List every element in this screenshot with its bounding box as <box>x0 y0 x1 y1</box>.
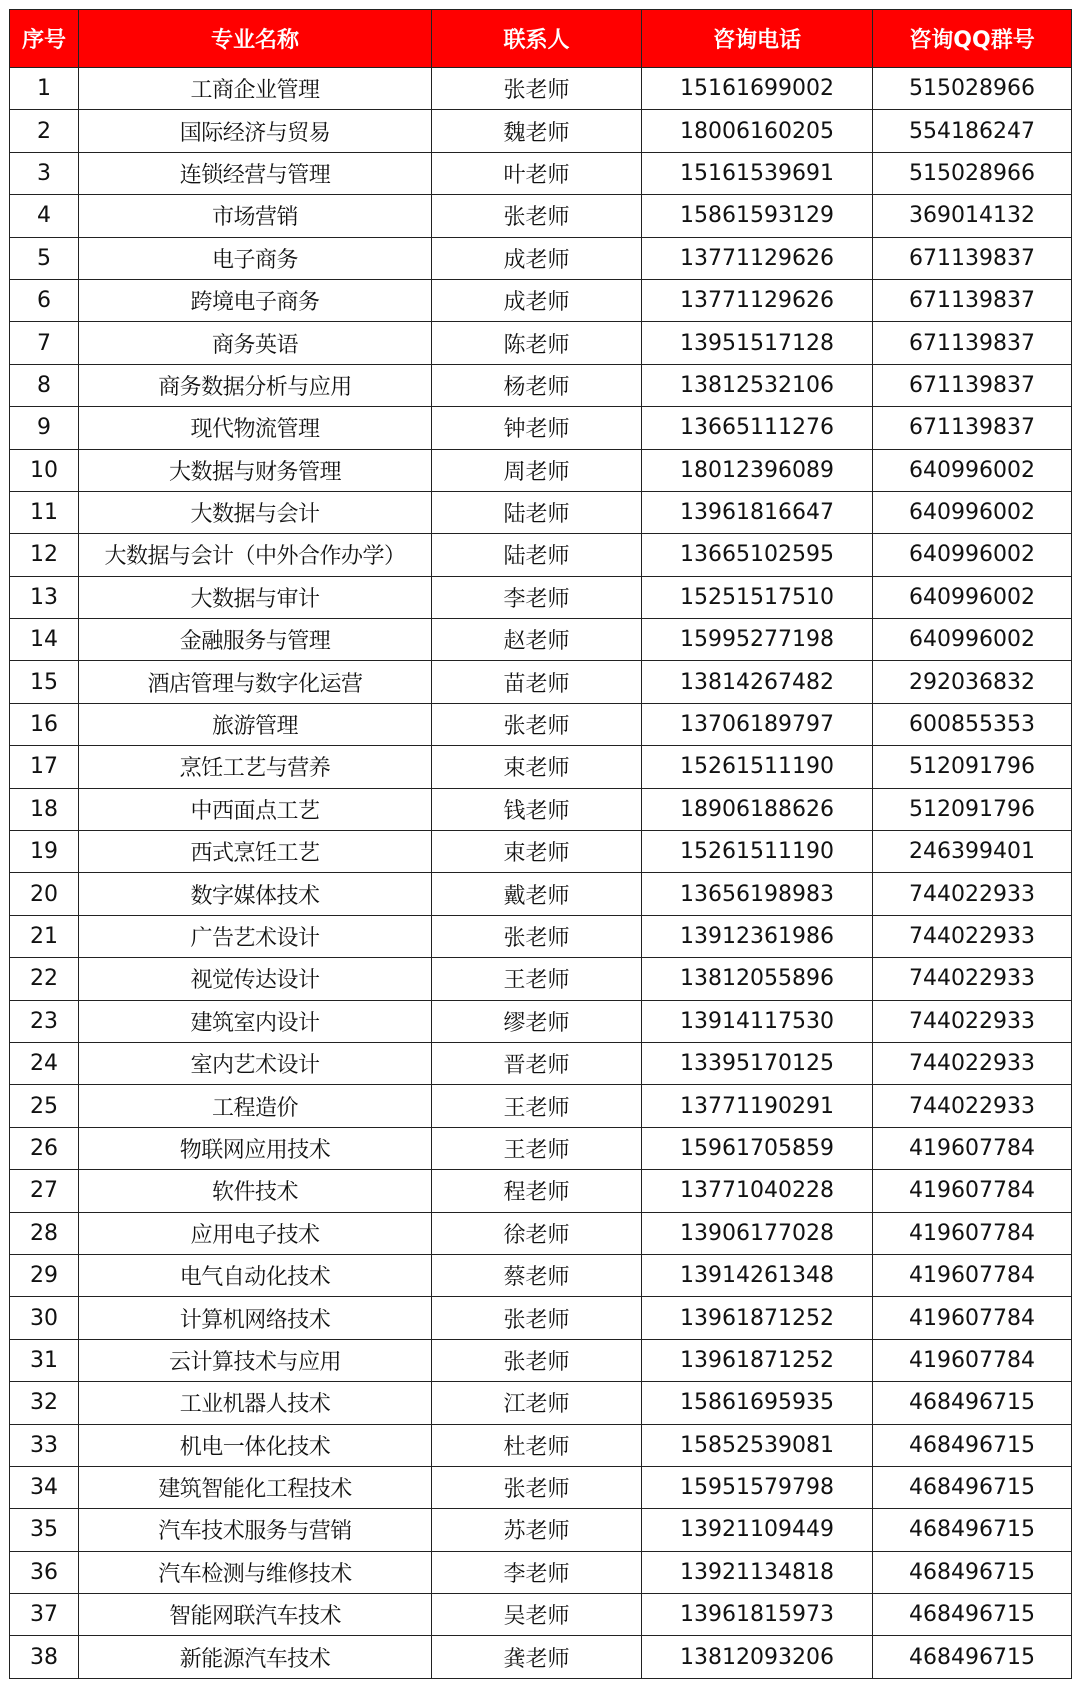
contact-name: 缪老师 <box>432 1000 642 1042</box>
row-index: 27 <box>10 1170 79 1212</box>
row-index: 5 <box>10 237 79 279</box>
row-index: 32 <box>10 1382 79 1424</box>
contact-name: 王老师 <box>432 1085 642 1127</box>
qq-group-number: 744022933 <box>873 1085 1072 1127</box>
table-row <box>10 237 1072 279</box>
phone-number: 15161699002 <box>642 68 873 110</box>
phone-number: 13912361986 <box>642 915 873 957</box>
table-row <box>10 322 1072 364</box>
row-index: 21 <box>10 915 79 957</box>
table-row <box>10 1254 1072 1296</box>
row-index: 15 <box>10 661 79 703</box>
qq-group-number: 744022933 <box>873 958 1072 1000</box>
row-index: 6 <box>10 279 79 321</box>
qq-group-number: 468496715 <box>873 1636 1072 1678</box>
contact-name: 苏老师 <box>432 1509 642 1551</box>
qq-group-number: 468496715 <box>873 1509 1072 1551</box>
phone-number: 13665111276 <box>642 407 873 449</box>
contact-name: 杨老师 <box>432 364 642 406</box>
phone-number: 15951579798 <box>642 1466 873 1508</box>
row-index: 35 <box>10 1509 79 1551</box>
header-phone: 咨询电话 <box>642 10 873 68</box>
table-row <box>10 619 1072 661</box>
row-index: 12 <box>10 534 79 576</box>
qq-group-number: 744022933 <box>873 873 1072 915</box>
row-index: 8 <box>10 364 79 406</box>
table-row <box>10 1551 1072 1593</box>
contact-name: 张老师 <box>432 1339 642 1381</box>
phone-number: 15961705859 <box>642 1127 873 1169</box>
qq-group-number: 640996002 <box>873 576 1072 618</box>
phone-number: 13914117530 <box>642 1000 873 1042</box>
table-row <box>10 195 1072 237</box>
phone-number: 13706189797 <box>642 703 873 745</box>
qq-group-number: 292036832 <box>873 661 1072 703</box>
table-row <box>10 873 1072 915</box>
major-name: 建筑室内设计 <box>79 1000 432 1042</box>
row-index: 34 <box>10 1466 79 1508</box>
phone-number: 13395170125 <box>642 1042 873 1084</box>
phone-number: 15861593129 <box>642 195 873 237</box>
table-row <box>10 661 1072 703</box>
major-name: 连锁经营与管理 <box>79 152 432 194</box>
major-name: 云计算技术与应用 <box>79 1339 432 1381</box>
row-index: 19 <box>10 831 79 873</box>
phone-number: 13771129626 <box>642 237 873 279</box>
qq-group-number: 468496715 <box>873 1424 1072 1466</box>
contact-name: 叶老师 <box>432 152 642 194</box>
contact-name: 戴老师 <box>432 873 642 915</box>
contact-name: 龚老师 <box>432 1636 642 1678</box>
major-name: 机电一体化技术 <box>79 1424 432 1466</box>
qq-group-number: 640996002 <box>873 534 1072 576</box>
row-index: 11 <box>10 491 79 533</box>
phone-number: 15861695935 <box>642 1382 873 1424</box>
row-index: 17 <box>10 746 79 788</box>
table-row <box>10 703 1072 745</box>
table-row <box>10 958 1072 1000</box>
major-name: 烹饪工艺与营养 <box>79 746 432 788</box>
table-row <box>10 788 1072 830</box>
phone-number: 13921109449 <box>642 1509 873 1551</box>
qq-group-number: 600855353 <box>873 703 1072 745</box>
major-contact-table <box>9 9 1072 1679</box>
major-name: 大数据与审计 <box>79 576 432 618</box>
major-name: 数字媒体技术 <box>79 873 432 915</box>
table-row <box>10 364 1072 406</box>
major-name: 应用电子技术 <box>79 1212 432 1254</box>
row-index: 1 <box>10 68 79 110</box>
major-name: 大数据与财务管理 <box>79 449 432 491</box>
major-name: 汽车技术服务与营销 <box>79 1509 432 1551</box>
phone-number: 15261511190 <box>642 746 873 788</box>
major-name: 汽车检测与维修技术 <box>79 1551 432 1593</box>
phone-number: 13665102595 <box>642 534 873 576</box>
row-index: 18 <box>10 788 79 830</box>
table-row <box>10 576 1072 618</box>
qq-group-number: 468496715 <box>873 1551 1072 1593</box>
table-row <box>10 110 1072 152</box>
phone-number: 15852539081 <box>642 1424 873 1466</box>
header-contact: 联系人 <box>432 10 642 68</box>
qq-group-number: 468496715 <box>873 1382 1072 1424</box>
qq-group-number: 744022933 <box>873 1042 1072 1084</box>
table-row <box>10 1042 1072 1084</box>
contact-name: 李老师 <box>432 1551 642 1593</box>
major-name: 建筑智能化工程技术 <box>79 1466 432 1508</box>
phone-number: 13961871252 <box>642 1297 873 1339</box>
qq-group-number: 671139837 <box>873 322 1072 364</box>
qq-group-number: 512091796 <box>873 746 1072 788</box>
phone-number: 13812093206 <box>642 1636 873 1678</box>
phone-number: 13906177028 <box>642 1212 873 1254</box>
phone-number: 15161539691 <box>642 152 873 194</box>
phone-number: 18012396089 <box>642 449 873 491</box>
phone-number: 13812532106 <box>642 364 873 406</box>
header-row <box>10 10 1072 68</box>
row-index: 29 <box>10 1254 79 1296</box>
major-name: 旅游管理 <box>79 703 432 745</box>
phone-number: 13961816647 <box>642 491 873 533</box>
phone-number: 13914261348 <box>642 1254 873 1296</box>
row-index: 38 <box>10 1636 79 1678</box>
qq-group-number: 640996002 <box>873 619 1072 661</box>
phone-number: 15251517510 <box>642 576 873 618</box>
major-name: 大数据与会计 <box>79 491 432 533</box>
qq-group-number: 515028966 <box>873 152 1072 194</box>
qq-group-number: 671139837 <box>873 237 1072 279</box>
contact-name: 吴老师 <box>432 1594 642 1636</box>
table-row <box>10 534 1072 576</box>
row-index: 2 <box>10 110 79 152</box>
table-row <box>10 1509 1072 1551</box>
qq-group-number: 671139837 <box>873 279 1072 321</box>
row-index: 22 <box>10 958 79 1000</box>
row-index: 25 <box>10 1085 79 1127</box>
major-name: 跨境电子商务 <box>79 279 432 321</box>
major-name: 现代物流管理 <box>79 407 432 449</box>
contact-name: 陆老师 <box>432 534 642 576</box>
contact-name: 张老师 <box>432 1466 642 1508</box>
row-index: 3 <box>10 152 79 194</box>
phone-number: 13921134818 <box>642 1551 873 1593</box>
row-index: 26 <box>10 1127 79 1169</box>
contact-name: 束老师 <box>432 746 642 788</box>
phone-number: 15995277198 <box>642 619 873 661</box>
header-major-name: 专业名称 <box>79 10 432 68</box>
contact-name: 晋老师 <box>432 1042 642 1084</box>
qq-group-number: 671139837 <box>873 407 1072 449</box>
row-index: 37 <box>10 1594 79 1636</box>
contact-name: 张老师 <box>432 68 642 110</box>
contact-name: 李老师 <box>432 576 642 618</box>
major-name: 物联网应用技术 <box>79 1127 432 1169</box>
major-name: 中西面点工艺 <box>79 788 432 830</box>
contact-name: 江老师 <box>432 1382 642 1424</box>
contact-name: 陆老师 <box>432 491 642 533</box>
qq-group-number: 419607784 <box>873 1212 1072 1254</box>
qq-group-number: 554186247 <box>873 110 1072 152</box>
row-index: 23 <box>10 1000 79 1042</box>
table-row <box>10 491 1072 533</box>
row-index: 10 <box>10 449 79 491</box>
qq-group-number: 468496715 <box>873 1594 1072 1636</box>
row-index: 20 <box>10 873 79 915</box>
phone-number: 18006160205 <box>642 110 873 152</box>
contact-name: 杜老师 <box>432 1424 642 1466</box>
contact-name: 周老师 <box>432 449 642 491</box>
row-index: 16 <box>10 703 79 745</box>
table-row <box>10 152 1072 194</box>
phone-number: 15261511190 <box>642 831 873 873</box>
contact-name: 成老师 <box>432 237 642 279</box>
table-row <box>10 1127 1072 1169</box>
major-name: 新能源汽车技术 <box>79 1636 432 1678</box>
qq-group-number: 419607784 <box>873 1339 1072 1381</box>
header-index: 序号 <box>10 10 79 68</box>
qq-group-number: 744022933 <box>873 1000 1072 1042</box>
qq-group-number: 468496715 <box>873 1466 1072 1508</box>
phone-number: 13814267482 <box>642 661 873 703</box>
major-name: 市场营销 <box>79 195 432 237</box>
contact-name: 王老师 <box>432 958 642 1000</box>
row-index: 7 <box>10 322 79 364</box>
qq-group-number: 640996002 <box>873 491 1072 533</box>
row-index: 9 <box>10 407 79 449</box>
major-name: 商务数据分析与应用 <box>79 364 432 406</box>
contact-name: 张老师 <box>432 1297 642 1339</box>
phone-number: 13656198983 <box>642 873 873 915</box>
table-header <box>10 10 1072 68</box>
qq-group-number: 419607784 <box>873 1127 1072 1169</box>
contact-name: 张老师 <box>432 195 642 237</box>
major-name: 智能网联汽车技术 <box>79 1594 432 1636</box>
phone-number: 18906188626 <box>642 788 873 830</box>
major-name: 金融服务与管理 <box>79 619 432 661</box>
row-index: 28 <box>10 1212 79 1254</box>
major-name: 大数据与会计（中外合作办学） <box>79 534 432 576</box>
qq-group-number: 419607784 <box>873 1170 1072 1212</box>
row-index: 13 <box>10 576 79 618</box>
table-row <box>10 68 1072 110</box>
major-name: 计算机网络技术 <box>79 1297 432 1339</box>
table-row <box>10 1424 1072 1466</box>
qq-group-number: 246399401 <box>873 831 1072 873</box>
table-row <box>10 1636 1072 1678</box>
qq-group-number: 744022933 <box>873 915 1072 957</box>
major-name: 工商企业管理 <box>79 68 432 110</box>
contact-name: 张老师 <box>432 915 642 957</box>
major-name: 视觉传达设计 <box>79 958 432 1000</box>
qq-group-number: 515028966 <box>873 68 1072 110</box>
contact-name: 钱老师 <box>432 788 642 830</box>
phone-number: 13771129626 <box>642 279 873 321</box>
contact-name: 陈老师 <box>432 322 642 364</box>
row-index: 24 <box>10 1042 79 1084</box>
row-index: 33 <box>10 1424 79 1466</box>
table-row <box>10 746 1072 788</box>
major-name: 国际经济与贸易 <box>79 110 432 152</box>
table-row <box>10 1000 1072 1042</box>
table-row <box>10 407 1072 449</box>
contact-name: 程老师 <box>432 1170 642 1212</box>
table-body <box>10 68 1072 1679</box>
phone-number: 13951517128 <box>642 322 873 364</box>
major-name: 室内艺术设计 <box>79 1042 432 1084</box>
qq-group-number: 369014132 <box>873 195 1072 237</box>
major-name: 西式烹饪工艺 <box>79 831 432 873</box>
qq-group-number: 512091796 <box>873 788 1072 830</box>
row-index: 30 <box>10 1297 79 1339</box>
table-row <box>10 1212 1072 1254</box>
qq-group-number: 640996002 <box>873 449 1072 491</box>
contact-name: 赵老师 <box>432 619 642 661</box>
contact-name: 苗老师 <box>432 661 642 703</box>
contact-name: 张老师 <box>432 703 642 745</box>
major-name: 酒店管理与数字化运营 <box>79 661 432 703</box>
table-row <box>10 915 1072 957</box>
contact-name: 蔡老师 <box>432 1254 642 1296</box>
major-name: 工业机器人技术 <box>79 1382 432 1424</box>
contact-name: 束老师 <box>432 831 642 873</box>
header-qq-group: 咨询QQ群号 <box>873 10 1072 68</box>
contact-name: 徐老师 <box>432 1212 642 1254</box>
table-row <box>10 449 1072 491</box>
major-name: 软件技术 <box>79 1170 432 1212</box>
phone-number: 13961815973 <box>642 1594 873 1636</box>
table-row <box>10 1382 1072 1424</box>
table-row <box>10 279 1072 321</box>
table-row <box>10 1339 1072 1381</box>
major-name: 电子商务 <box>79 237 432 279</box>
phone-number: 13771190291 <box>642 1085 873 1127</box>
contact-name: 钟老师 <box>432 407 642 449</box>
row-index: 4 <box>10 195 79 237</box>
phone-number: 13961871252 <box>642 1339 873 1381</box>
row-index: 14 <box>10 619 79 661</box>
table-row <box>10 1594 1072 1636</box>
major-name: 广告艺术设计 <box>79 915 432 957</box>
table-row <box>10 1466 1072 1508</box>
phone-number: 13771040228 <box>642 1170 873 1212</box>
qq-group-number: 419607784 <box>873 1297 1072 1339</box>
major-name: 电气自动化技术 <box>79 1254 432 1296</box>
contact-name: 王老师 <box>432 1127 642 1169</box>
row-index: 36 <box>10 1551 79 1593</box>
table-row <box>10 831 1072 873</box>
row-index: 31 <box>10 1339 79 1381</box>
phone-number: 13812055896 <box>642 958 873 1000</box>
contact-name: 魏老师 <box>432 110 642 152</box>
table-row <box>10 1085 1072 1127</box>
major-name: 工程造价 <box>79 1085 432 1127</box>
contact-name: 成老师 <box>432 279 642 321</box>
qq-group-number: 419607784 <box>873 1254 1072 1296</box>
qq-group-number: 671139837 <box>873 364 1072 406</box>
table-row <box>10 1170 1072 1212</box>
major-name: 商务英语 <box>79 322 432 364</box>
table-row <box>10 1297 1072 1339</box>
